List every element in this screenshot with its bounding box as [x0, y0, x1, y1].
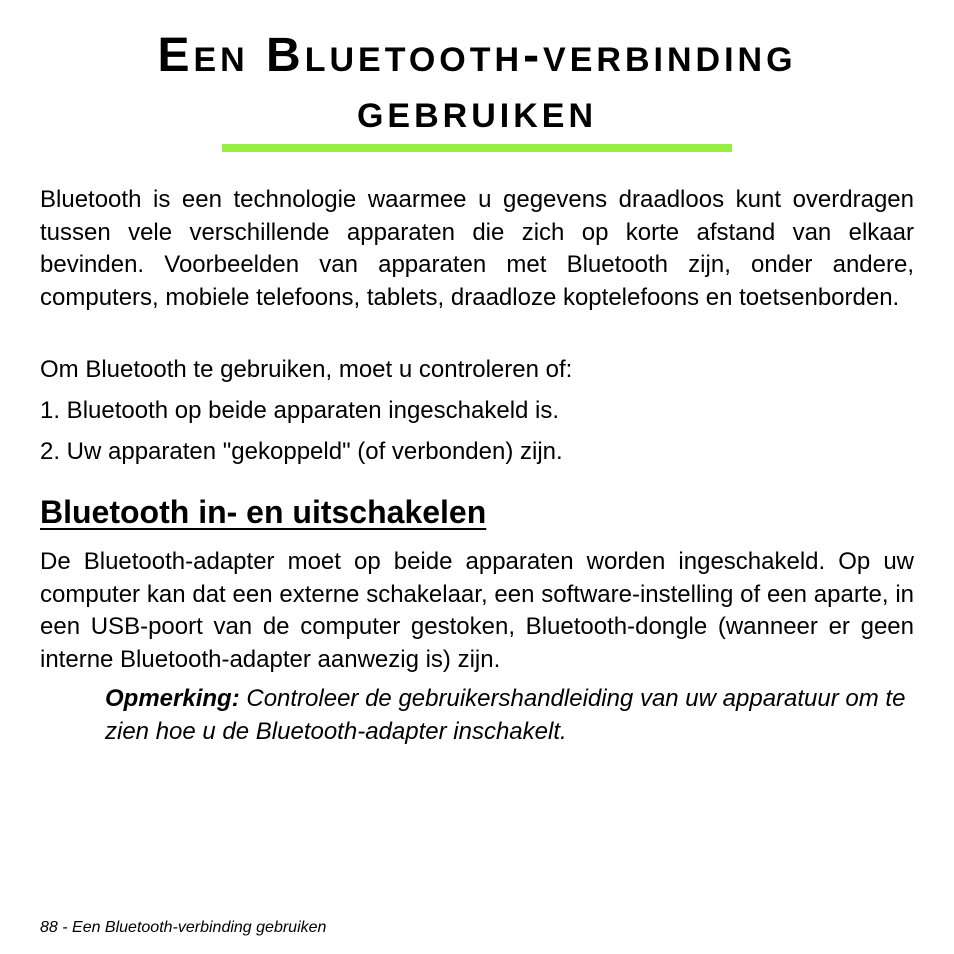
requirement-text: Om Bluetooth te gebruiken, moet u controleren of: — [40, 356, 573, 383]
title-underline-rule — [222, 144, 732, 152]
section-heading: Bluetooth in- en uitschakelen — [40, 494, 487, 530]
adapter-paragraph: De Bluetooth-adapter moet op beide apparaten worden ingeschakeld. Op uw computer kan dat een externe schakelaar, een software-instelling of een aparte, in een USB-poort van de computer gestoken, Bluetooth-dongle (wanneer er geen interne Bluetooth-adapter aanwezig is) zijn. — [40, 548, 914, 673]
note — [105, 683, 915, 748]
page-title-line2: gebruiken — [356, 85, 598, 138]
note-text: Controleer de gebruikershandleiding van uw apparatuur om te zien hoe u de Bluetooth-adapter inschakelt. — [105, 685, 906, 745]
requirement-step-1: 1. Bluetooth op beide apparaten ingeschakeld is. — [40, 397, 560, 424]
note-label: Opmerking: — [105, 685, 240, 712]
page-footer: 88 - Een Bluetooth-verbinding gebruiken — [40, 919, 327, 936]
intro-paragraph: Bluetooth is een technologie waarmee u gegevens draadloos kunt overdragen tussen vele verschillende apparaten die zich op korte afstand van elkaar bevinden. Voorbeelden van apparaten met Bluetooth zijn, onder andere, computers, mobiele telefoons, tablets, draadloze koptelefoons en toetsenborden. — [40, 186, 914, 311]
page-title-line1: Een Bluetooth-verbinding — [157, 29, 797, 82]
requirement-step-2: 2. Uw apparaten "gekoppeld" (of verbonden) zijn. — [40, 438, 563, 465]
page-title — [60, 28, 894, 140]
